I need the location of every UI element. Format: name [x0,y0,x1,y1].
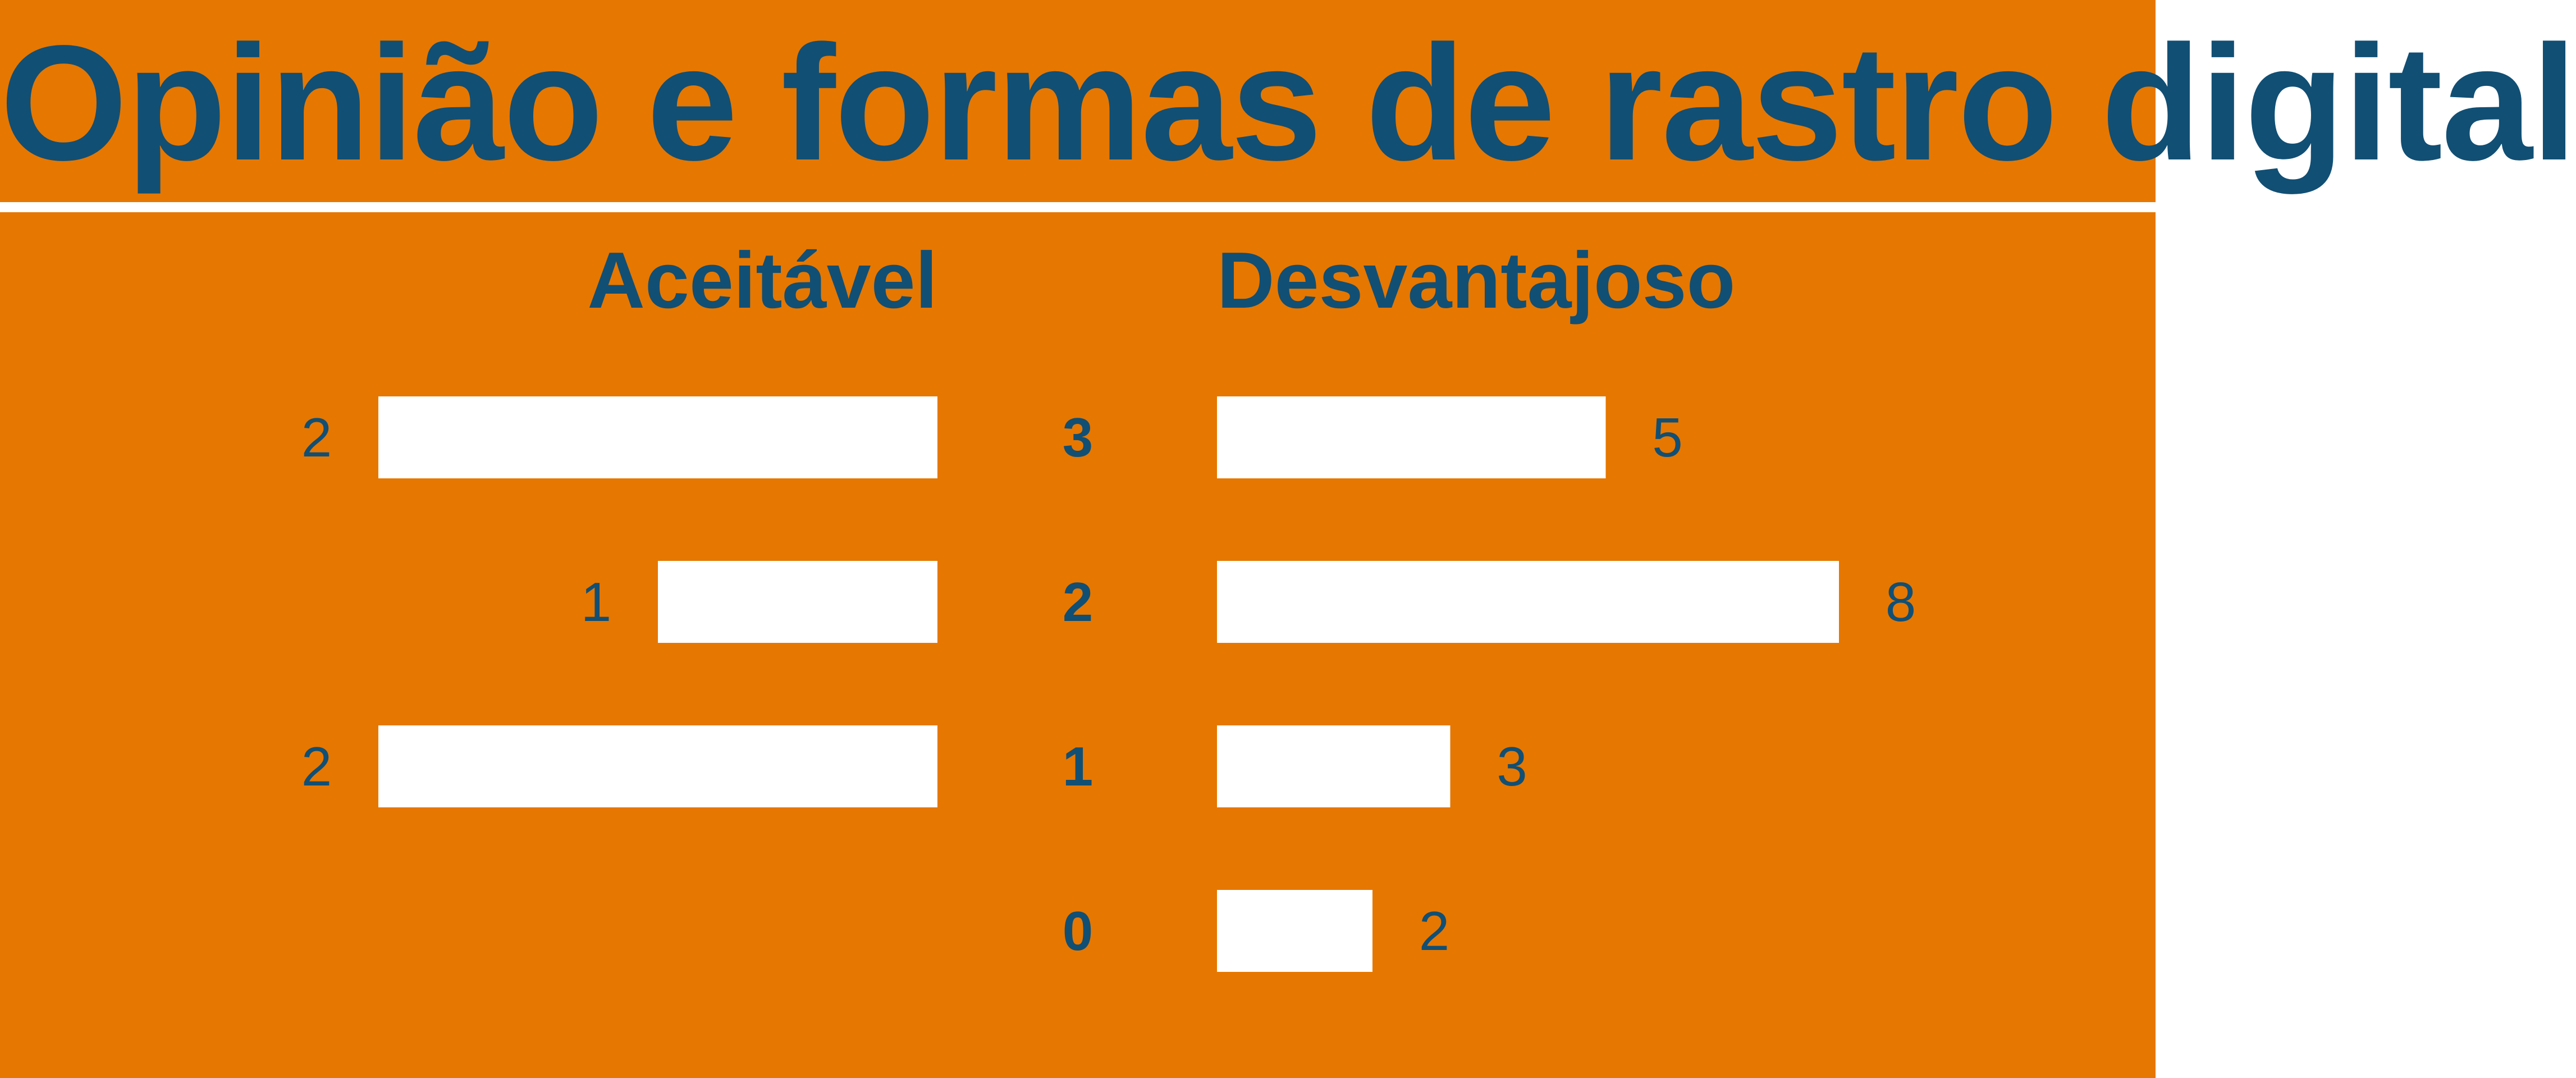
bar-desvantajoso [1217,890,1372,972]
category-label: 3 [1062,406,1093,468]
category-label: 2 [1062,571,1093,633]
bar-aceitavel [658,561,937,643]
bar-desvantajoso [1217,561,1839,643]
value-label-aceitavel: 1 [580,571,612,633]
panel-title-aceitavel: Aceitável [587,236,937,325]
panel-title-desvantajoso: Desvantajoso [1217,236,1736,325]
value-label-desvantajoso: 5 [1652,406,1683,468]
page-title: Opinião e formas de rastro digital [0,11,2576,194]
value-label-aceitavel: 2 [301,736,332,797]
category-label: 1 [1062,736,1093,797]
bar-desvantajoso [1217,396,1606,478]
category-label: 0 [1062,900,1093,962]
value-label-desvantajoso: 8 [1885,571,1916,633]
bar-desvantajoso [1217,725,1451,807]
bar-aceitavel [378,725,937,807]
value-label-desvantajoso: 2 [1419,900,1450,962]
bar-aceitavel [378,396,937,478]
value-label-desvantajoso: 3 [1497,736,1527,797]
value-label-aceitavel: 2 [301,406,332,468]
